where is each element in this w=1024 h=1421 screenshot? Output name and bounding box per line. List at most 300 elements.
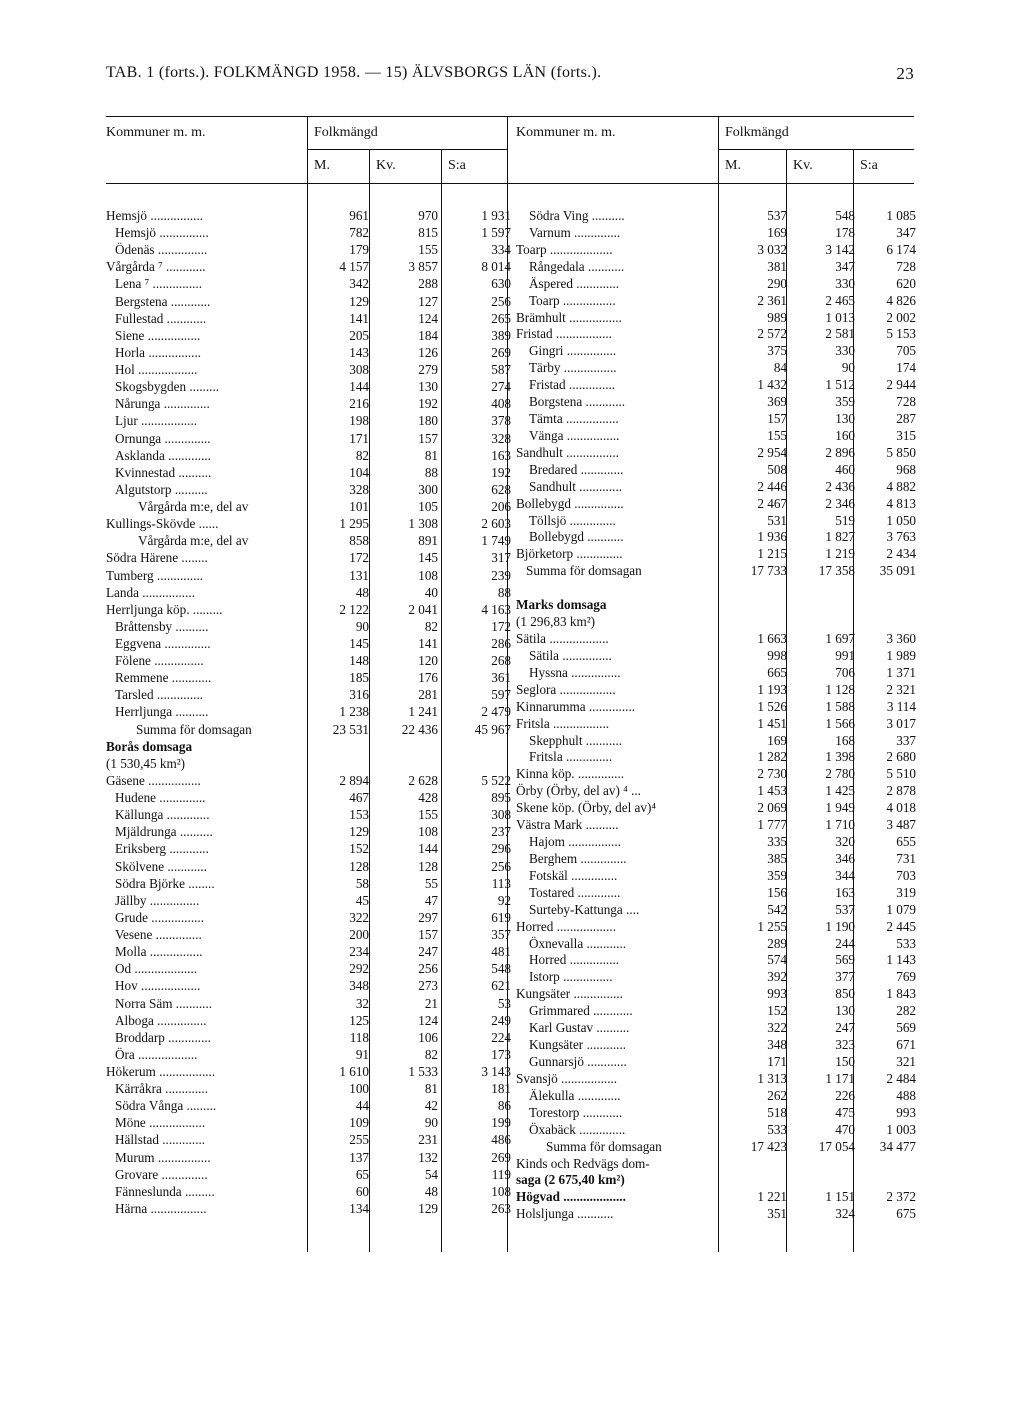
table-row [516, 579, 914, 596]
value-m: 134 [349, 1200, 369, 1216]
value-m: 125 [349, 1012, 369, 1028]
row-name: Södra Ving .......... [529, 208, 625, 223]
value-kv: 891 [418, 533, 438, 549]
table-row [106, 943, 511, 960]
table-row [516, 1171, 914, 1188]
value-m: 1 453 [757, 783, 787, 799]
row-name: Skene köp. (Örby, del av)⁴ [516, 800, 656, 816]
value-sa: 256 [491, 858, 511, 874]
value-m: 205 [349, 327, 369, 343]
table-row [516, 833, 914, 850]
table-row [106, 721, 511, 738]
value-sa: 3 143 [481, 1064, 511, 1079]
value-m: 1 936 [757, 529, 787, 545]
value-m: 128 [349, 858, 369, 874]
table-row [516, 1036, 914, 1053]
table-row [106, 447, 511, 464]
value-m: 185 [349, 670, 369, 686]
row-name: Sätila .................. [516, 631, 609, 646]
value-m: 129 [349, 293, 369, 309]
value-kv: 1 566 [825, 715, 855, 731]
value-sa: 728 [896, 394, 916, 410]
row-name: Härna ................. [115, 1200, 207, 1216]
value-kv: 22 436 [401, 721, 438, 737]
table-row [106, 1029, 511, 1046]
value-m: 144 [349, 379, 369, 395]
table-row [516, 698, 914, 715]
row-name: Fotskäl .............. [529, 867, 618, 883]
value-sa: 268 [491, 653, 511, 669]
table-row [516, 512, 914, 529]
value-sa: 2 944 [886, 377, 916, 393]
table-row [106, 361, 511, 378]
table-row [516, 275, 914, 292]
row-name: Västra Mark .......... [516, 817, 619, 833]
value-sa: 628 [491, 481, 511, 497]
value-m: 542 [767, 901, 787, 917]
value-m: 255 [349, 1132, 369, 1148]
table-row [106, 995, 511, 1012]
value-m: 1 282 [757, 749, 787, 765]
value-kv: 106 [418, 1029, 438, 1045]
value-kv: 124 [418, 310, 438, 326]
row-name: Tostared ............. [529, 884, 621, 900]
value-sa: 317 [491, 550, 511, 566]
value-kv: 1 588 [825, 698, 855, 714]
value-kv: 247 [835, 1020, 855, 1036]
value-sa: 5 510 [886, 766, 916, 782]
value-kv: 537 [835, 901, 855, 917]
table-row [106, 686, 511, 703]
value-kv: 2 465 [825, 292, 855, 308]
value-m: 1 221 [757, 1189, 787, 1205]
row-name: Fölene ............... [115, 653, 204, 669]
value-kv: 192 [418, 396, 438, 412]
value-m: 48 [355, 584, 369, 600]
row-name: Fänneslunda ......... [115, 1183, 215, 1199]
value-m: 392 [767, 969, 787, 985]
value-kv: 470 [835, 1121, 855, 1137]
row-name: Fritsla .............. [529, 749, 613, 765]
value-sa: 287 [896, 411, 916, 427]
value-kv: 815 [418, 225, 438, 241]
table-row [516, 732, 914, 749]
value-m: 359 [767, 867, 787, 883]
value-kv: 273 [418, 978, 438, 994]
value-kv: 226 [835, 1087, 855, 1103]
value-sa: 1 079 [886, 901, 916, 917]
row-name: Broddarp ............. [115, 1029, 211, 1045]
value-m: 518 [767, 1104, 787, 1120]
row-name: Herrljunga .......... [115, 704, 209, 720]
row-name: Södra Härene ........ [106, 550, 208, 566]
value-sa: 357 [491, 927, 511, 943]
row-name: Norra Säm ........... [115, 995, 213, 1011]
row-name: Hov .................. [115, 978, 201, 994]
row-name: Mjäldrunga .......... [115, 824, 213, 840]
table-row [106, 567, 511, 584]
page-number: 23 [896, 64, 914, 83]
value-kv: 130 [835, 411, 855, 427]
value-m: 17 423 [750, 1138, 787, 1154]
value-sa: 671 [896, 1037, 916, 1053]
row-name: Fristad ................. [516, 326, 612, 342]
value-kv: 2 436 [825, 478, 855, 494]
value-sa: 2 372 [886, 1189, 916, 1205]
value-m: 348 [349, 978, 369, 994]
table-row [516, 309, 914, 326]
table-row [516, 596, 914, 613]
table-row [106, 1166, 511, 1183]
value-sa: 199 [491, 1115, 511, 1131]
value-m: 143 [349, 344, 369, 360]
value-m: 156 [767, 884, 787, 900]
value-m: 44 [355, 1098, 369, 1114]
value-m: 322 [349, 909, 369, 925]
table-row [516, 1121, 914, 1138]
header-kommuner-left: Kommuner m. m. [106, 125, 206, 140]
value-m: 308 [349, 362, 369, 378]
value-kv: 256 [418, 961, 438, 977]
value-kv: 2 896 [825, 444, 855, 460]
table-row [516, 292, 914, 309]
row-name: Södra Björke ........ [115, 875, 215, 891]
row-name: Gingri ............... [529, 343, 617, 359]
value-kv: 1 219 [825, 546, 855, 562]
value-m: 3 032 [757, 241, 787, 257]
value-m: 1 610 [339, 1064, 369, 1079]
value-sa: 269 [491, 1149, 511, 1165]
table-row [106, 635, 511, 652]
row-name: Toarp ................ [529, 292, 616, 308]
header-m-right: M. [725, 158, 741, 173]
value-sa: 486 [491, 1132, 511, 1148]
value-m: 998 [767, 647, 787, 663]
value-sa: 2 479 [481, 704, 511, 720]
value-kv: 129 [418, 1200, 438, 1216]
value-sa: 282 [896, 1003, 916, 1019]
row-name: Kvinnestad .......... [115, 464, 212, 480]
value-m: 155 [767, 427, 787, 443]
page-title: TAB. 1 (forts.). FOLKMÄNGD 1958. — 15) ÄLVSBORGS LÄN (forts.). [106, 64, 602, 81]
row-name: Tärby ................ [529, 360, 617, 376]
value-kv: 17 054 [818, 1138, 855, 1154]
value-kv: 1 949 [825, 800, 855, 816]
value-sa: 296 [491, 841, 511, 857]
value-sa: 2 434 [886, 546, 916, 562]
row-name: Hällstad ............. [115, 1132, 206, 1148]
row-name: Molla ................ [115, 944, 203, 960]
value-sa: 630 [491, 276, 511, 292]
value-m: 1 295 [339, 516, 369, 532]
row-name: Algutstorp .......... [115, 481, 208, 497]
value-kv: 90 [424, 1115, 438, 1131]
value-kv: 2 581 [825, 326, 855, 342]
value-sa: 587 [491, 362, 511, 378]
table-row [106, 1012, 511, 1029]
value-kv: 21 [424, 995, 438, 1011]
value-sa: 1 597 [481, 225, 511, 241]
value-m: 82 [355, 447, 369, 463]
table-row [516, 359, 914, 376]
row-name: Bollebygd ........... [529, 529, 624, 545]
row-name: Svansjö ................. [516, 1070, 618, 1086]
value-sa: 1 085 [886, 208, 916, 223]
value-sa: 3 487 [886, 817, 916, 833]
value-sa: 328 [491, 430, 511, 446]
table-row [106, 601, 511, 618]
value-kv: 150 [835, 1054, 855, 1069]
value-m: 145 [349, 636, 369, 651]
row-name: Grimmared ............ [529, 1003, 633, 1019]
row-name: Källunga ............. [115, 807, 210, 823]
row-name: Öxabäck .............. [529, 1121, 626, 1137]
table-row [106, 344, 511, 361]
page-header [106, 64, 914, 88]
table-row [516, 241, 914, 258]
value-m: 2 446 [757, 478, 787, 494]
row-name: Horla ................ [115, 344, 202, 360]
row-name: Tumberg .............. [106, 567, 204, 583]
row-name: Kinnarumma .............. [516, 698, 636, 714]
value-kv: 288 [418, 276, 438, 292]
row-name: Skepphult ........... [529, 732, 623, 748]
table-row [516, 884, 914, 901]
value-m: 858 [349, 533, 369, 549]
value-m: 148 [349, 653, 369, 669]
header-mid-rule-left [307, 149, 507, 150]
row-name: Skogsbygden ......... [115, 379, 220, 395]
row-name: Nårunga .............. [115, 396, 210, 412]
value-kv: 81 [424, 447, 438, 463]
value-m: 665 [767, 664, 787, 680]
table-row [106, 1046, 511, 1063]
table-row [516, 935, 914, 952]
value-sa: 163 [491, 447, 511, 463]
value-kv: 1 398 [825, 749, 855, 765]
value-m: 2 730 [757, 766, 787, 782]
table-row [516, 478, 914, 495]
row-name: Toarp ................... [516, 241, 613, 257]
value-sa: 53 [497, 995, 511, 1011]
value-kv: 145 [418, 550, 438, 566]
row-name: Örby (Örby, del av) ⁴ ... [516, 783, 641, 799]
value-sa: 224 [491, 1029, 511, 1045]
row-name: saga (2 675,40 km²) [516, 1172, 625, 1188]
value-sa: 4 163 [481, 601, 511, 617]
value-sa: 655 [896, 834, 916, 850]
row-name: Istorp ............... [529, 969, 613, 985]
value-m: 129 [349, 824, 369, 840]
value-m: 84 [773, 360, 787, 376]
value-kv: 184 [418, 327, 438, 343]
row-name: (1 296,83 km²) [516, 614, 596, 630]
value-sa: 2 680 [886, 749, 916, 765]
value-sa: 1 371 [886, 664, 916, 680]
value-m: 1 193 [757, 681, 787, 697]
table-row [106, 909, 511, 926]
table-row [516, 1138, 914, 1155]
value-sa: 337 [896, 732, 916, 748]
table-row [516, 816, 914, 833]
table-row [106, 275, 511, 292]
value-kv: 1 697 [825, 631, 855, 646]
table-row [516, 765, 914, 782]
table-row [516, 1002, 914, 1019]
value-sa: 488 [896, 1087, 916, 1103]
row-name: Vårgårda ⁷ ............ [106, 259, 206, 275]
row-name: Sandhult ............. [529, 478, 623, 494]
value-sa: 533 [896, 935, 916, 951]
table-row [516, 444, 914, 461]
value-sa: 119 [491, 1166, 511, 1182]
row-name: Grude ................ [115, 909, 205, 925]
value-kv: 279 [418, 362, 438, 378]
value-m: 316 [349, 687, 369, 703]
row-name: Varnum .............. [529, 224, 621, 240]
value-kv: 155 [418, 242, 438, 258]
table-row [516, 918, 914, 935]
row-name: Remmene ............ [115, 670, 212, 686]
value-sa: 4 018 [886, 800, 916, 816]
value-sa: 8 014 [481, 259, 511, 275]
value-kv: 323 [835, 1037, 855, 1053]
value-m: 328 [349, 481, 369, 497]
table-row [106, 464, 511, 481]
value-m: 118 [349, 1029, 369, 1045]
table-row [106, 738, 506, 755]
value-sa: 192 [491, 464, 511, 480]
value-kv: 281 [418, 687, 438, 703]
table-row [106, 875, 511, 892]
value-kv: 144 [418, 841, 438, 857]
value-sa: 548 [491, 961, 511, 977]
table-row [106, 652, 511, 669]
value-kv: 55 [424, 875, 438, 891]
table-row [516, 461, 914, 478]
value-m: 381 [767, 258, 787, 274]
value-kv: 130 [835, 1003, 855, 1019]
row-name: Berghem .............. [529, 850, 627, 866]
row-name: Vesene .............. [115, 927, 202, 943]
value-m: 537 [767, 208, 787, 223]
table-row [106, 207, 511, 224]
value-m: 171 [767, 1054, 787, 1069]
value-sa: 731 [896, 850, 916, 866]
row-name: Björketorp .............. [516, 546, 623, 562]
value-sa: 408 [491, 396, 511, 412]
value-sa: 274 [491, 379, 511, 395]
row-name: Hol .................. [115, 362, 198, 378]
table-row [516, 1053, 914, 1070]
table-row [516, 1188, 914, 1205]
value-sa: 1 843 [886, 986, 916, 1002]
value-m: 385 [767, 850, 787, 866]
value-sa: 249 [491, 1012, 511, 1028]
row-name: Vårgårda m:e, del av [138, 533, 249, 549]
table-row [106, 378, 511, 395]
row-name: Hudene .............. [115, 790, 206, 806]
value-m: 100 [349, 1081, 369, 1097]
value-m: 1 255 [757, 918, 787, 934]
table-row [516, 393, 914, 410]
value-m: 335 [767, 834, 787, 850]
value-sa: 347 [896, 224, 916, 240]
value-sa: 319 [896, 884, 916, 900]
value-kv: 359 [835, 394, 855, 410]
value-m: 23 531 [332, 721, 369, 737]
value-sa: 1 050 [886, 512, 916, 528]
table-row [516, 782, 914, 799]
table-row [106, 1183, 511, 1200]
value-m: 1 238 [339, 704, 369, 720]
row-name: Alboga ............... [115, 1012, 207, 1028]
value-kv: 970 [418, 208, 438, 223]
value-kv: 160 [835, 427, 855, 443]
value-m: 32 [355, 995, 369, 1011]
value-kv: 127 [418, 293, 438, 309]
row-name: Summa för domsagan [526, 563, 642, 579]
row-name: Hemsjö ................ [106, 208, 204, 223]
row-name: Tarsled .............. [115, 687, 204, 703]
value-m: 1 215 [757, 546, 787, 562]
value-m: 171 [349, 430, 369, 446]
value-kv: 120 [418, 653, 438, 669]
value-kv: 850 [835, 986, 855, 1002]
row-name: Fristad .............. [529, 377, 616, 393]
table-row [106, 498, 511, 515]
value-kv: 1 533 [408, 1064, 438, 1079]
value-m: 2 467 [757, 495, 787, 511]
value-kv: 105 [418, 499, 438, 515]
table-row [106, 395, 511, 412]
table-row [516, 224, 914, 241]
row-name: Eriksberg ............ [115, 841, 209, 857]
value-m: 91 [355, 1046, 369, 1062]
value-kv: 475 [835, 1104, 855, 1120]
value-sa: 769 [896, 969, 916, 985]
table-row [516, 681, 914, 698]
value-sa: 968 [896, 461, 916, 477]
value-m: 200 [349, 927, 369, 943]
value-m: 152 [767, 1003, 787, 1019]
table-row [106, 515, 511, 532]
value-kv: 168 [835, 732, 855, 748]
row-name: Öra .................. [115, 1046, 198, 1062]
value-m: 1 451 [757, 715, 787, 731]
value-m: 348 [767, 1037, 787, 1053]
row-name: Sandhult ................ [516, 444, 619, 460]
value-sa: 2 878 [886, 783, 916, 799]
table-row [516, 1205, 914, 1222]
value-kv: 108 [418, 567, 438, 583]
table-row [106, 840, 511, 857]
table-row [106, 1114, 511, 1131]
value-sa: 2 603 [481, 516, 511, 532]
table-row [106, 310, 511, 327]
value-sa: 620 [896, 275, 916, 291]
value-sa: 35 091 [879, 563, 916, 579]
value-kv: 157 [418, 430, 438, 446]
table-row [106, 549, 511, 566]
value-kv: 1 512 [825, 377, 855, 393]
row-name: Skölvene ............ [115, 858, 207, 874]
table-row [106, 241, 511, 258]
row-name: Eggvena .............. [115, 636, 211, 651]
row-name: Bollebygd ............... [516, 495, 624, 511]
row-name: Bråttensby .......... [115, 618, 209, 634]
value-sa: 619 [491, 909, 511, 925]
